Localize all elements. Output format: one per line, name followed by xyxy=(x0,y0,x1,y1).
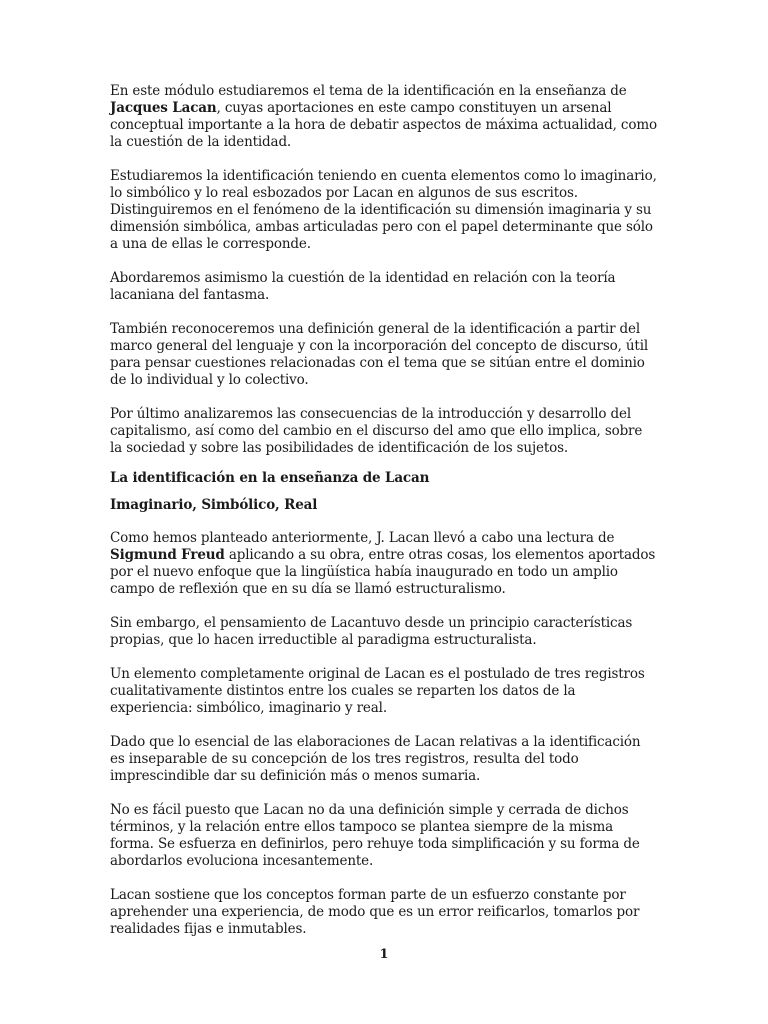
paragraph-intro-text-2: , cuyas aportaciones en este campo constituyen un arsenal conceptual importante a la hora de debatir aspectos de máxima actualidad, como la cuestión de la identidad. xyxy=(110,100,657,150)
paragraph-intro xyxy=(110,83,658,151)
page-number: 1 xyxy=(379,947,389,962)
paragraph-capitalismo: Por último analizaremos las consecuencias de la introducción y desarrollo del capitalismo, así como del cambio en el discurso del amo que ello implica, sobre la sociedad y sobre las posibilidades de identificación de los sujetos. xyxy=(110,406,643,456)
author-name-lacan: Jacques Lacan xyxy=(110,100,217,116)
author-name-freud: Sigmund Freud xyxy=(110,547,225,563)
section-heading: La identificación en la enseñanza de Lacan xyxy=(110,470,430,486)
paragraph-tres-registros: Un elemento completamente original de Lacan es el postulado de tres registros cualitativamente distintos entre los cuales se reparten los datos de la experiencia: simbólico, imaginario y real. xyxy=(110,666,645,716)
paragraph-conceptos: Lacan sostiene que los conceptos forman parte de un esfuerzo constante por aprehender una experiencia, de modo que es un error reificarlos, tomarlos por realidades fijas e inmutables. xyxy=(110,887,640,937)
document-page xyxy=(110,83,658,955)
section-subheading: Imaginario, Simbólico, Real xyxy=(110,497,318,513)
paragraph-freud xyxy=(110,530,658,598)
paragraph-estructuralismo: Sin embargo, el pensamiento de Lacantuvo desde un principio características propias, que lo hacen irreductible al paradigma estructuralista. xyxy=(110,615,633,648)
paragraph-registers: Estudiaremos la identificación teniendo en cuenta elementos como lo imaginario, lo simbólico y lo real esbozados por Lacan en algunos de sus escritos. Distinguiremos en el fenómeno de la identificación su dimensión imaginaria y su dimensión simbólica, ambas articuladas pero con el papel determinante que sólo a una de ellas le corresponde. xyxy=(110,168,657,252)
paragraph-discurso: También reconoceremos una definición general de la identificación a partir del marco general del lenguaje y con la incorporación del concepto de discurso, útil para pensar cuestiones relacionadas con el tema que se sitúan entre el dominio de lo individual y lo colectivo. xyxy=(110,321,649,388)
paragraph-freud-text-1: Como hemos planteado anteriormente, J. Lacan llevó a cabo una lectura de xyxy=(110,530,615,546)
paragraph-relacion: No es fácil puesto que Lacan no da una definición simple y cerrada de dichos términos, y la relación entre ellos tampoco se plantea siempre de la misma forma. Se esfuerza en definirlos, pero rehuye toda simplificación y su forma de abordarlos evoluciona incesantemente. xyxy=(110,802,640,869)
paragraph-definicion: Dado que lo esencial de las elaboraciones de Lacan relativas a la identificación es inseparable de su concepción de los tres registros, resulta del todo imprescindible dar su definición más o menos sumaria. xyxy=(110,734,641,784)
paragraph-freud-text-2: aplicando a su obra, entre otras cosas, los elementos aportados por el nuevo enfoque que la lingüística había inaugurado en todo un amplio campo de reflexión que en su día se llamó estructuralismo. xyxy=(110,547,656,597)
paragraph-fantasma: Abordaremos asimismo la cuestión de la identidad en relación con la teoría lacaniana del fantasma. xyxy=(110,270,616,303)
paragraph-intro-text-1: En este módulo estudiaremos el tema de la identificación en la enseñanza de xyxy=(110,83,627,99)
